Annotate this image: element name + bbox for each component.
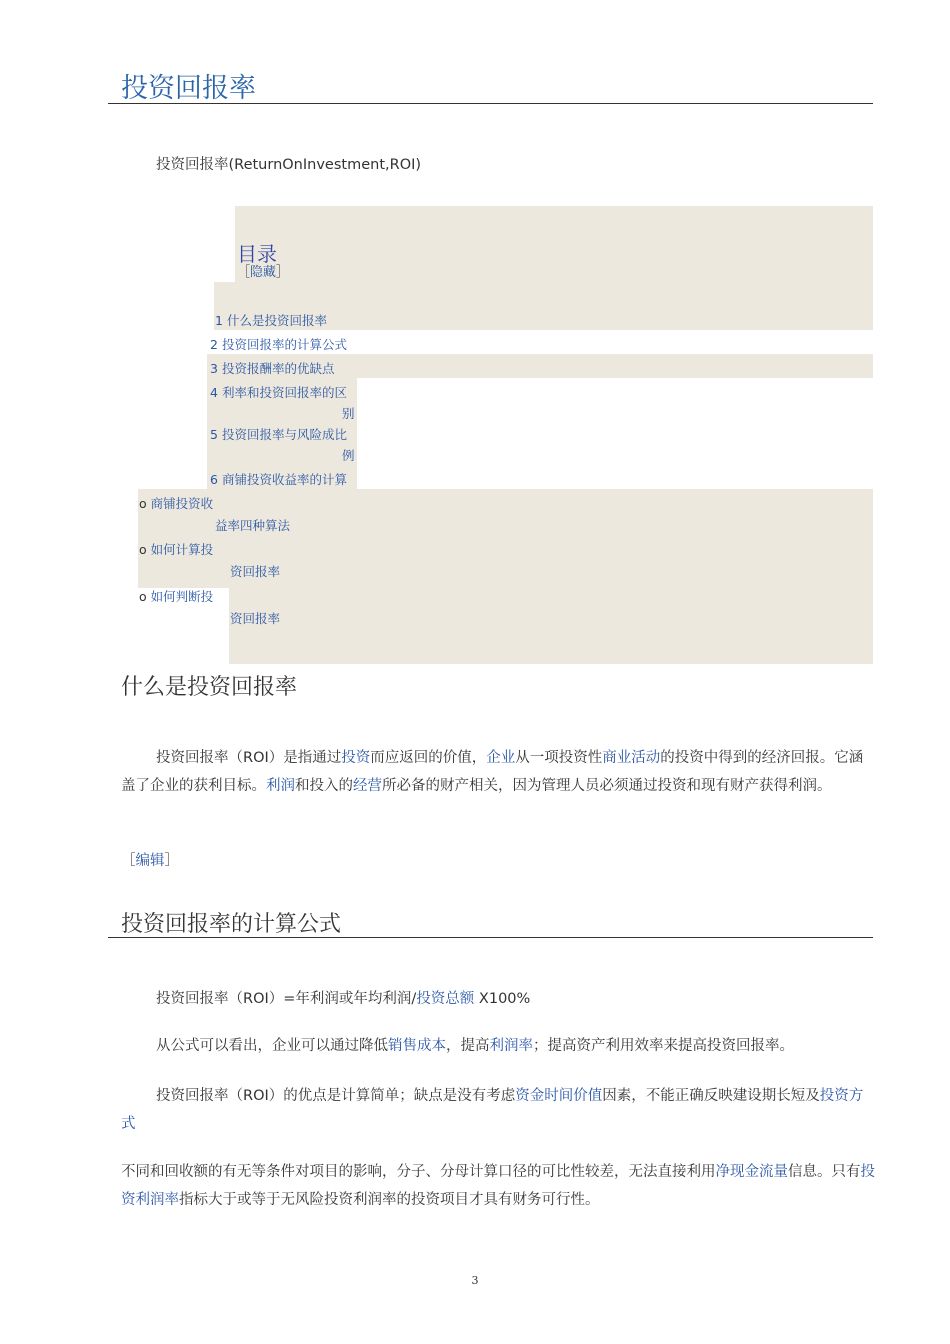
title-rule	[108, 103, 873, 104]
link-investment-profit-rate[interactable]: 投资利润率	[121, 1164, 875, 1208]
bullet-icon: o	[139, 542, 147, 557]
toc-subitem-1[interactable]: o 商铺投资收	[139, 496, 214, 511]
link-operation[interactable]: 经营	[353, 778, 382, 794]
toc-item-2[interactable]: 2 投资回报率的计算公式	[210, 337, 347, 352]
toc-background	[229, 588, 873, 664]
toc-hide-link[interactable]: 隐藏	[250, 265, 277, 280]
toc-subitem-2-wrap[interactable]: 资回报率	[230, 564, 281, 579]
toc-subitem-1-wrap[interactable]: 益率四种算法	[215, 518, 291, 533]
bullet-icon: o	[139, 496, 147, 511]
link-sales-cost[interactable]: 销售成本	[388, 1038, 446, 1054]
toc-background	[235, 206, 873, 330]
toc-item-3[interactable]: 3 投资报酬率的优缺点	[210, 361, 335, 376]
link-profit-margin[interactable]: 利润率	[489, 1038, 533, 1054]
section-heading-what-is-roi: 什么是投资回报率	[121, 675, 298, 700]
toc-item-1[interactable]: 1 什么是投资回报率	[215, 313, 327, 328]
link-investment-method[interactable]: 投资方式	[121, 1088, 864, 1132]
toc-item-6[interactable]: 6 商铺投资收益率的计算	[210, 472, 347, 487]
toc-subitem-3-wrap[interactable]: 资回报率	[230, 611, 281, 626]
toc-item-4-wrap[interactable]: 别	[342, 406, 355, 421]
toc-background	[357, 354, 873, 378]
section-rule	[108, 937, 873, 938]
page-number: 3	[471, 1274, 479, 1287]
toc-item-5[interactable]: 5 投资回报率与风险成比	[210, 427, 347, 442]
link-enterprise[interactable]: 企业	[486, 750, 516, 766]
section1-paragraph: 投资回报率（ROI）是指通过投资而应返回的价值，企业从一项投资性商业活动的投资中得到的经济回报。它涵盖了企业的获利目标。利润和投入的经营所必备的财产相关，因为管理人员必须通过投资和现有财产获得利润。	[121, 750, 864, 794]
intro-text: 投资回报率(ReturnOnInvestment,ROI)	[156, 157, 422, 173]
feasibility-paragraph: 不同和回收额的有无等条件对项目的影响，分子、分母计算口径的可比性较差，无法直接利用净现金流量信息。只有投资利润率指标大于或等于无风险投资利润率的投资项目才具有财务可行性。	[121, 1164, 875, 1208]
link-investment[interactable]: 投资	[341, 750, 371, 766]
link-profit[interactable]: 利润	[266, 778, 295, 794]
link-business-activity[interactable]: 商业活动	[602, 750, 661, 766]
toc-title: 目录	[237, 242, 277, 266]
toc-subitem-2[interactable]: o 如何计算投	[139, 542, 214, 557]
edit-link[interactable]: 编辑	[135, 853, 165, 869]
bullet-icon: o	[139, 589, 147, 604]
toc-subitem-3[interactable]: o 如何判断投	[139, 589, 214, 604]
link-time-value[interactable]: 资金时间价值	[515, 1088, 603, 1104]
edit-section-control: ［编辑］	[121, 853, 179, 869]
formula-explanation: 从公式可以看出，企业可以通过降低销售成本，提高利润率；提高资产利用效率来提高投资回报率。	[156, 1038, 794, 1054]
toc-hide-toggle: ［隐藏］	[237, 265, 290, 280]
page-title: 投资回报率	[121, 73, 256, 104]
toc-item-5-wrap[interactable]: 例	[342, 448, 355, 463]
link-net-cash-flow[interactable]: 净现金流量	[715, 1164, 788, 1180]
toc-item-4[interactable]: 4 利率和投资回报率的区	[210, 385, 347, 400]
link-total-investment[interactable]: 投资总额	[416, 991, 475, 1007]
formula-text: 投资回报率（ROI）=年利润或年均利润/投资总额 X100%	[156, 991, 531, 1007]
pros-cons-paragraph: 投资回报率（ROI）的优点是计算简单；缺点是没有考虑资金时间价值因素，不能正确反映建设期长短及投资方式	[121, 1088, 864, 1132]
section-heading-formula: 投资回报率的计算公式	[121, 912, 342, 937]
